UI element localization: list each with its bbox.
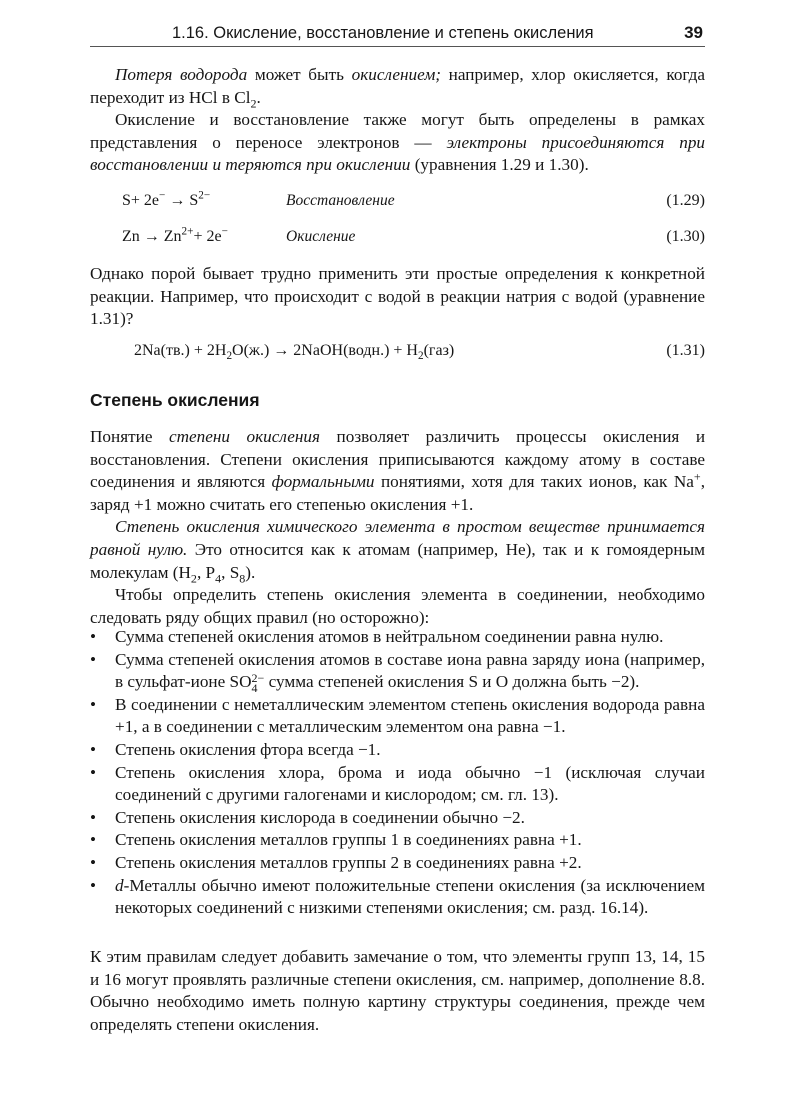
paragraph-3: Однако порой бывает трудно применить эти простые определения к конкретной реакции. Например, что происходит с водой в реакции натрия с водой (уравнение 1.31)? [90,264,705,329]
running-header [90,22,705,46]
section-body [90,426,705,629]
equation-formula: $Zn \to Zn^{2+}+ 2e^-$ [122,225,228,245]
italic-term: окислением; [351,65,442,84]
bullet: • [90,875,97,895]
bullet: • [90,852,97,872]
list-item: • Степень окисления металлов группы 1 в соединениях равна +1. [90,829,705,852]
italic-term: Потеря водорода [115,65,248,84]
list-item: • Степень окисления хлора, брома и иода обычно −1 (исключая случаи соединений с другими галогенами и кислородом; см. гл. 13). [90,762,705,805]
list-item: • d-Металлы обычно имеют положительные степени окисления (за исключением некоторых соединений с низкими степенями окисления; см. разд. 16.14). [90,875,705,918]
text-run: . [256,87,261,107]
equation-formula: $S+ 2e^- \to S^{2-}$ [122,189,211,209]
section-heading: Степень окисления [90,390,260,410]
equation-number: (1.29) [666,192,705,209]
intro-paragraph-1 [90,64,705,109]
section-paragraph-2: Степень окисления химического элемента в простом веществе принимается равной нулю. Это относится как к атомам (например, He), так и к гомоядерным молекулам ($H_2$, $P_4$, $S_8$). [90,517,705,585]
list-item: • В соединении с неметаллическим элементом степень окисления водорода равна +1, а в соединении с металлическим элементом она равна −1. [90,694,705,737]
equation-number: (1.30) [666,228,705,245]
text-run: например, хлор окисляется, когда переходит из HCl в Cl [90,65,705,107]
bullet: • [90,694,97,714]
equation-number: (1.31) [666,342,705,359]
bullet: • [90,649,97,669]
equation-formula: $2Na(тв.) + 2H_2O(ж.)$ → 2NaOH(водн.) + $H_2(газ)$ [134,342,455,363]
list-item: • Степень окисления фтора всегда −1. [90,739,705,762]
bullet: • [90,807,97,827]
section-paragraph-1: Понятие степени окисления позволяет различить процессы окисления и восстановления. Степени окисления приписываются каждому атому в составе соединения и являются формальными понятиями, хотя для таких ионов, как Na+, заряд +1 можно считать его степенью окисления +1. [90,427,706,514]
bullet: • [90,627,97,646]
list-item: • Сумма степеней окисления атомов в составе иона равна заряду иона (например, в сульфат-ионе SO 2− 4 сумма степеней окисления S и O должна быть −2). [90,649,705,696]
bullet: • [90,762,97,782]
closing-paragraph: К этим правилам следует добавить замечание о том, что элементы групп 13, 14, 15 и 16 могут проявлять различные степени окисления, см. например, дополнение 8.8. Обычно необходимо иметь полную картину структуры соединения, прежде чем определять степени окисления. [90,947,705,1034]
intro-paragraph-2 [90,109,705,177]
text-run: (уравнения 1.29 и 1.30). [410,155,589,175]
list-item: • Сумма степеней окисления атомов в нейтральном соединении равна нулю. [90,626,705,649]
section-paragraph-3: Чтобы определить степень окисления элемента в соединении, необходимо следовать ряду общих правил (но осторожно): [90,585,705,627]
closing-block [90,946,705,1036]
rules-list [90,626,705,920]
sulfate-charge: 2− 4 [251,671,265,696]
equation-label: Окисление [286,228,356,245]
subscript: 2 [250,96,257,111]
equation-label: Восстановление [286,192,395,209]
bullet: • [90,830,97,850]
page-number: 39 [684,23,703,42]
equation-1-29 [90,190,705,214]
list-item: • Степень окисления металлов группы 2 в соединениях равна +2. [90,852,705,875]
equation-1-31 [90,340,705,364]
text-run: Окисление и восстановление также могут быть определены в рамках представления о переносе электронов — [90,110,705,152]
intro-block [90,64,705,177]
running-title: 1.16. Окисление, восстановление и степень окисления [172,24,594,42]
equation-1-30 [90,226,705,250]
italic-term: электроны присоединяются при восстановлении и теряются при окислении [90,132,706,175]
paragraph-block-3 [90,263,705,331]
text-run: может быть [247,65,352,84]
header-rule [90,46,705,47]
list-item: • Степень окисления кислорода в соединении обычно −2. [90,807,705,830]
bullet: • [90,739,97,759]
